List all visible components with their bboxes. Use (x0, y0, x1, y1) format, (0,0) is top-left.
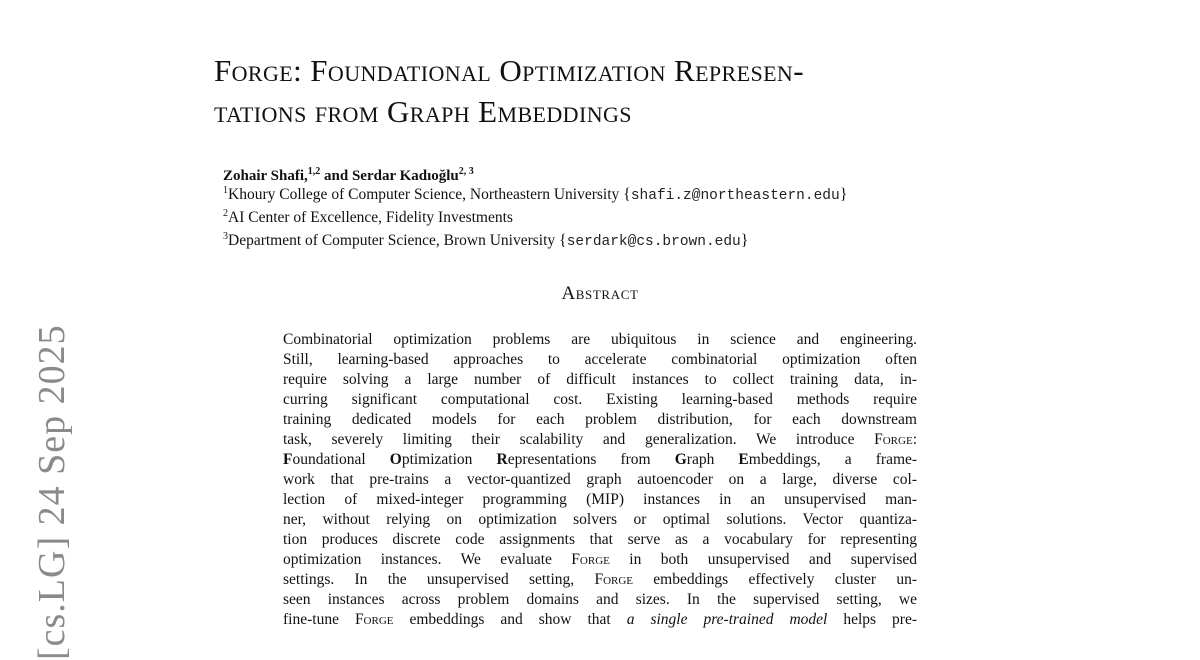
arxiv-sidebar-stamp: [cs.LG] 24 Sep 2025 (31, 324, 73, 660)
email-link[interactable]: shafi.z@northeastern.edu (630, 188, 840, 205)
abstract-line: require solving a large number of difficult instances to collect training data, in- (283, 371, 917, 388)
abstract-line: Still, learning-based approaches to accelerate combinatorial optimization often (283, 351, 917, 368)
title-line-1: Forge: Foundational Optimization Represen- (214, 53, 804, 88)
affiliation-sup: 1 (223, 185, 228, 196)
paper-title (214, 50, 1054, 132)
abstract-line: Foundational Optimization Representations from Graph Embeddings, a frame- (283, 451, 918, 468)
affiliation-2 (223, 208, 513, 227)
email-link[interactable]: serdark@cs.brown.edu (566, 234, 741, 251)
abstract-line: tion produces discrete code assignments that serve as a vocabulary for representing (283, 531, 917, 548)
affiliation-sup: 2 (223, 208, 228, 219)
author-and: and (320, 168, 352, 184)
abstract-heading: Abstract (561, 283, 639, 304)
abstract-line: fine-tune Forge embeddings and show that a single pre-trained model helps pre- (283, 611, 917, 628)
author-sup-2: 2, 3 (458, 166, 474, 177)
affiliation-text: AI Center of Excellence, Fidelity Investments (228, 209, 513, 227)
abstract-line: Combinatorial optimization problems are ubiquitous in science and engineering. (283, 331, 917, 348)
author-sup-1: 1,2 (307, 166, 321, 177)
abstract-line: task, severely limiting their scalability and generalization. We introduce Forge: (283, 431, 917, 448)
abstract-line: curring significant computational cost. Existing learning-based methods require (283, 391, 917, 408)
affiliation-3: $^3$Department of Computer Science, Brown University {serdark@cs.brown.edu} (223, 231, 749, 251)
abstract-body (283, 330, 917, 630)
abstract-line: ner, without relying on optimization solvers or optimal solutions. Vector quantiza- (283, 511, 917, 528)
title-line-2: tations from Graph Embeddings (214, 94, 632, 129)
abstract-line: seen instances across problem domains and sizes. In the supervised setting, we (283, 591, 917, 608)
author-list (223, 161, 474, 187)
affiliation-text: Khoury College of Computer Science, Northeastern University (228, 186, 624, 204)
abstract-line: optimization instances. We evaluate Forge in both unsupervised and supervised (283, 551, 917, 568)
affiliation-text: Department of Computer Science, Brown University (228, 232, 560, 250)
author-name-2: Serdar Kadıoğlu (351, 168, 459, 184)
abstract-line: lection of mixed-integer programming (MIP) instances in an unsupervised man- (283, 491, 917, 508)
affiliation-sup: 3 (223, 231, 228, 242)
affiliation-1: $^1$Khoury College of Computer Science, Northeastern University {shafi.z@northeastern.edu} (223, 185, 848, 205)
abstract-line: training dedicated models for each problem distribution, for each downstream (283, 411, 917, 428)
author-name-1: Zohair Shafi, (223, 168, 308, 184)
abstract-line: settings. In the unsupervised setting, Forge embeddings effectively cluster un- (283, 571, 917, 588)
abstract-line: work that pre-trains a vector-quantized graph autoencoder on a large, diverse col- (283, 471, 917, 488)
